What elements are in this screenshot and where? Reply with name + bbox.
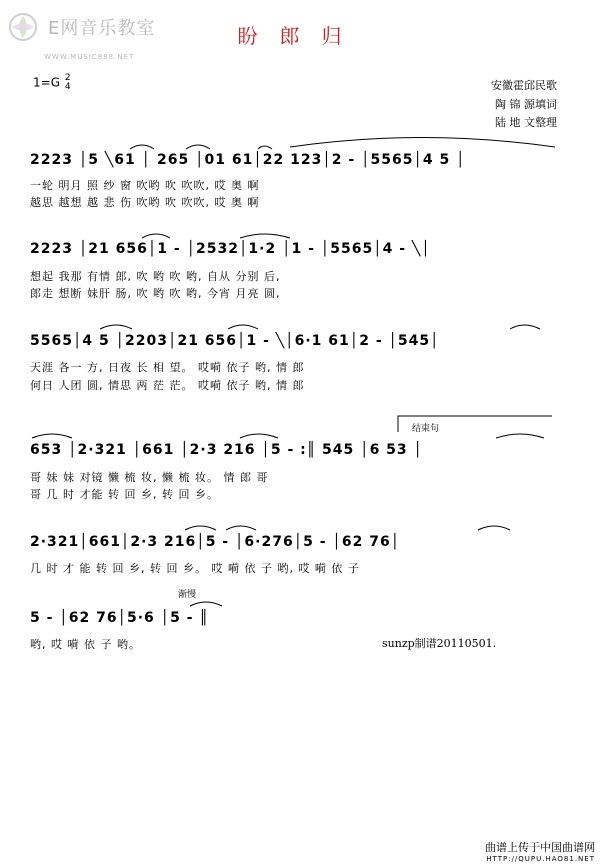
slur-12: [185, 526, 216, 530]
watermark-site-name: E网音乐教室: [48, 18, 156, 39]
transcriber-signature: sunzp制谱20110501.: [382, 637, 497, 650]
notes-line-6: 5 - │62 76│5·6 │5 - ║: [30, 610, 209, 626]
lyrics-line-6a: 哟, 哎 嗬 依 子 哟。: [30, 638, 141, 651]
slur-5: [240, 234, 290, 238]
watermark-url: WWW.MUSIC888.NET: [44, 53, 135, 61]
credit-arranger: 陆 地 文整理: [495, 116, 557, 129]
slur-15: [190, 602, 222, 606]
tie-long-1: [290, 138, 555, 148]
lyrics-line-2b: 郎走 想断 妹肝 肠, 吹 哟 吹 哟, 今宵 月亮 圆,: [30, 287, 281, 300]
slur-10: [240, 434, 278, 438]
lyrics-line-3a: 天涯 各一 方, 日夜 长 相 望。 哎嗬 依子 哟, 情 郎: [30, 361, 305, 374]
slur-3: [258, 146, 272, 149]
lyrics-line-2a: 想起 我那 有情 郎, 吹 哟 吹 哟, 自从 分别 后,: [30, 270, 281, 283]
time-denominator: 4: [64, 82, 71, 92]
slur-2: [186, 145, 210, 149]
notes-line-4: 653 │2·321 │661 │2·3 216 │5 - :║ 545 │6 53 │: [30, 442, 423, 458]
notes-line-2: 2223 │21 656│1 - │2532│1·2 │1 - │5565│4 - ╲│: [30, 241, 431, 257]
notes-line-5: 2·321│661│2·3 216│5 - │6·276│5 - │62 76│: [30, 534, 401, 550]
lyrics-line-4a: 哥 妹 妹 对镜 懒 梳 妆, 懒 梳 妆。 情 郎 哥: [30, 471, 269, 484]
slur-7: [228, 325, 258, 329]
slur-4: [142, 234, 170, 238]
lyrics-line-5a: 几 时 才 能 转 回 乡, 转 回 乡。 哎 嗬 依 子 哟, 哎 嗬 依 子: [30, 562, 360, 575]
slur-1: [130, 145, 154, 149]
lyrics-line-1b: 越思 越想 越 悲 伤 吹哟 吹 吹吹, 哎 奥 啊: [30, 196, 260, 209]
slur-13: [226, 526, 256, 530]
slur-11: [496, 434, 544, 438]
lyrics-line-1a: 一轮 明月 照 纱 窗 吹哟 吹 吹吹, 哎 奥 啊: [30, 179, 260, 192]
footer-url: HTTP://QUPU.HAO81.NET: [486, 855, 595, 863]
key-prefix: 1=G: [33, 75, 60, 90]
credit-lyricist: 陶 锦 源填词: [495, 98, 557, 111]
slur-8: [510, 325, 540, 329]
notes-line-1: 2223 │5 ╲61 │ 265 │01 61│22 123│2 - │5565│4 5 │: [30, 152, 466, 168]
tempo-mark: 渐慢: [178, 590, 197, 600]
time-numerator: 2: [64, 73, 71, 83]
slur-6: [100, 325, 132, 329]
song-title: 盼郎归: [237, 24, 364, 48]
footer-upload-text: 曲谱上传于中国曲谱网: [485, 841, 595, 854]
lyrics-line-3b: 何日 人团 圆, 情思 两 茫 茫。 哎嗬 依子 哟, 情 郎: [30, 379, 305, 392]
lyrics-line-4b: 哥 几 时 才能 转 回 乡, 转 回 乡。: [30, 488, 219, 501]
slur-9: [32, 434, 72, 438]
notes-line-3: 5565│4 5 │2203│21 656│1 - ╲│6·1 61│2 - │545│: [30, 333, 440, 349]
slur-14: [478, 526, 510, 530]
ending-bracket: [398, 416, 552, 432]
ending-label: 结束句: [412, 424, 440, 434]
credit-origin: 安徽霍邱民歌: [491, 79, 557, 92]
